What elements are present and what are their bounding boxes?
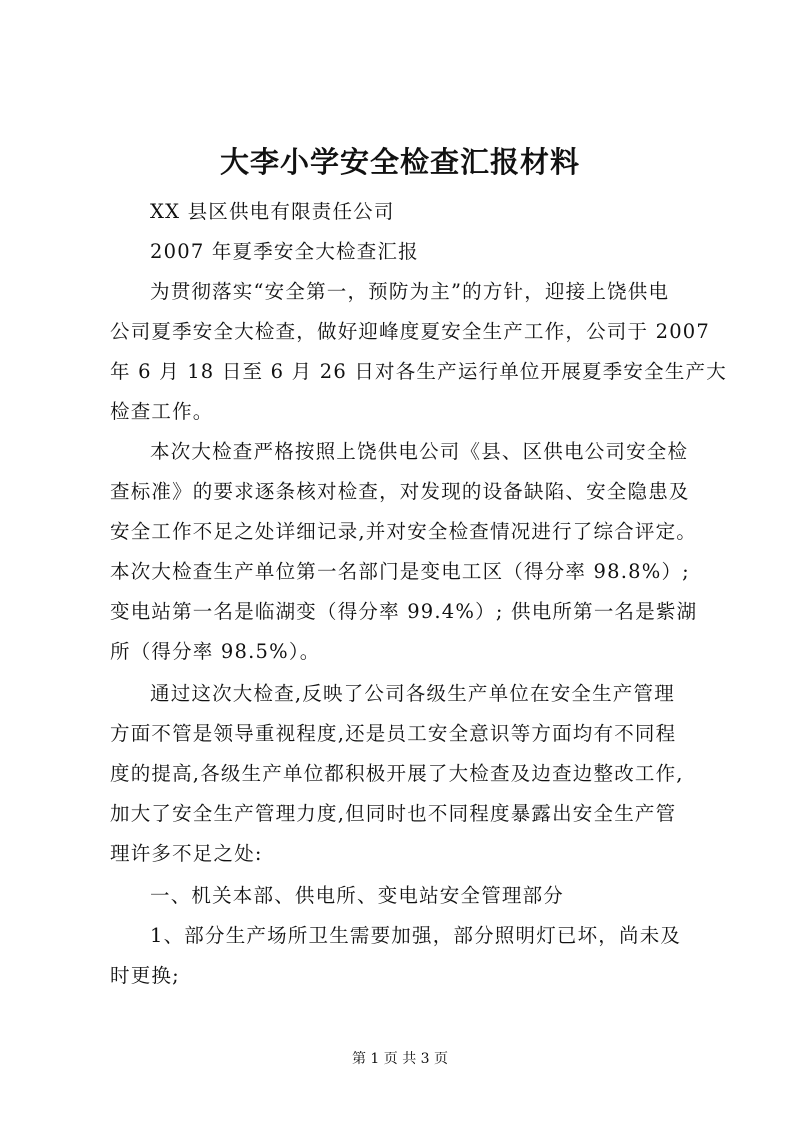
- text-line: 年 6 月 18 日至 6 月 26 日对各生产运行单位开展夏季安全生产大: [110, 360, 727, 383]
- text-line-subtitle: 2007 年夏季安全大检查汇报: [150, 240, 419, 263]
- text-line: 时更换;: [110, 964, 180, 987]
- text-line: 为贯彻落实“安全第一，预防为主”的方针，迎接上饶供电: [150, 280, 670, 303]
- text-line: 公司夏季安全大检查，做好迎峰度夏安全生产工作，公司于 2007: [110, 320, 711, 343]
- text-line: 所（得分率 98.5%）。: [110, 640, 321, 663]
- text-line: 安全工作不足之处详细记录,并对安全检查情况进行了综合评定。: [110, 520, 697, 543]
- text-line: 本次大检查生产单位第一名部门是变电工区（得分率 98.8%）;: [110, 560, 690, 583]
- text-line: 查标准》的要求逐条核对检查，对发现的设备缺陷、安全隐患及: [110, 480, 690, 503]
- text-line: 变电站第一名是临湖变（得分率 99.4%）; 供电所第一名是紫湖: [110, 600, 698, 623]
- text-line: 本次大检查严格按照上饶供电公司《县、区供电公司安全检: [150, 440, 689, 463]
- text-line: 理许多不足之处:: [110, 842, 263, 865]
- text-line: 检查工作。: [110, 400, 214, 423]
- text-line: 度的提高,各级生产单位都积极开展了大检查及边查边整改工作,: [110, 762, 684, 785]
- page-footer: 第 1 页 共 3 页: [351, 1051, 449, 1067]
- text-line: 方面不管是领导重视程度,还是员工安全意识等方面均有不同程: [110, 722, 677, 745]
- text-line: 加大了安全生产管理力度,但同时也不同程度暴露出安全生产管: [110, 802, 677, 825]
- text-line: 通过这次大检查,反映了公司各级生产单位在安全生产管理: [150, 682, 675, 705]
- document-title: 大李小学安全检查汇报材料: [219, 145, 580, 179]
- text-line-org: XX 县区供电有限责任公司: [150, 200, 395, 223]
- text-line: 1、部分生产场所卫生需要加强，部分照明灯已坏，尚未及: [150, 924, 682, 947]
- section-heading: 一、机关本部、供电所、变电站安全管理部分: [150, 884, 565, 907]
